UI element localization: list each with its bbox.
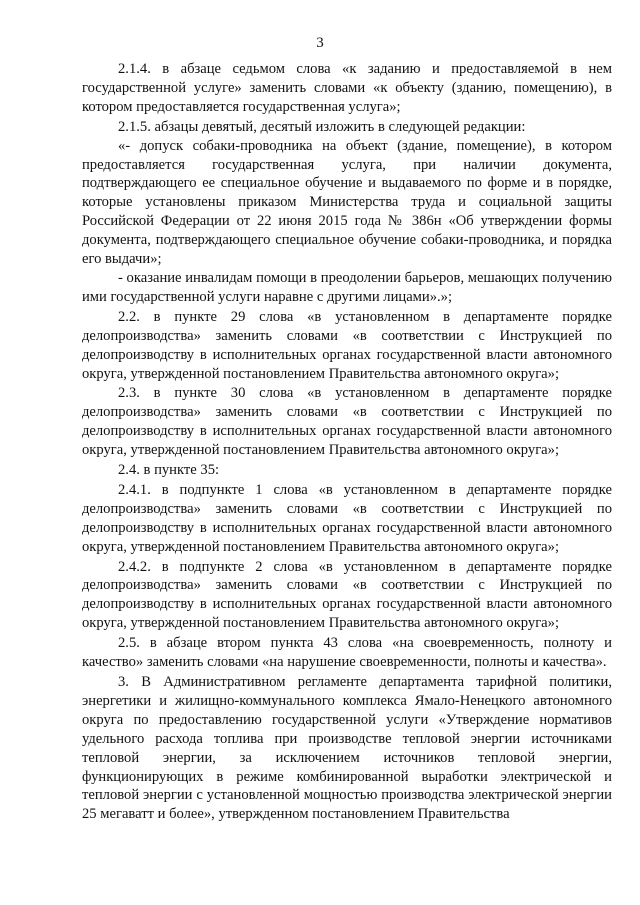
paragraph-2-4-1: 2.4.1. в подпункте 1 слова «в установленном в департаменте порядке делопроизводства» заменить словами «в соответствии с Инструкцией по делопроизводству в исполнительных органах государственной власти автономного округа, утвержденной постановлением Правительства автономного округа»;: [82, 481, 612, 555]
document-body: [82, 60, 612, 824]
paragraph-2-3: 2.3. в пункте 30 слова «в установленном в департаменте порядке делопроизводства» заменить словами «в соответствии с Инструкцией по делопроизводству в исполнительных органах государственной власти автономного округа, утвержденной постановлением Правительства автономного округа»;: [82, 385, 612, 459]
page-number: 3: [316, 35, 324, 51]
paragraph-guide-dog: «- допуск собаки-проводника на объект (здание, помещение), в котором предоставляется государственная услуга, при наличии документа, подтверждающего ее специальное обучение и выдаваемого по форме и в порядке, которые установлены приказом Министерства труда и социальной защиты Российской Федерации от 22 июня 2015 года № 386н «Об утверждении формы документа, подтверждающего специальное обучение собаки-проводника, и порядка его выдачи»;: [82, 137, 612, 268]
paragraph-assistance: - оказание инвалидам помощи в преодолении барьеров, мешающих получению ими государственной услуги наравне с другими лицами».»;: [82, 269, 612, 305]
paragraph-2-4-2: 2.4.2. в подпункте 2 слова «в установленном в департаменте порядке делопроизводства» заменить словами «в соответствии с Инструкцией по делопроизводству в исполнительных органах государственной власти автономного округа, утвержденной постановлением Правительства автономного округа»;: [82, 558, 612, 632]
paragraph-2-2: 2.2. в пункте 29 слова «в установленном в департаменте порядке делопроизводства» заменить словами «в соответствии с Инструкцией по делопроизводству в исполнительных органах государственной власти автономного округа, утвержденной постановлением Правительства автономного округа»;: [82, 308, 612, 382]
paragraph-2-4: 2.4. в пункте 35:: [118, 462, 220, 479]
paragraph-2-1-5: 2.1.5. абзацы девятый, десятый изложить в следующей редакции:: [118, 118, 526, 135]
paragraph-3: 3. В Административном регламенте департамента тарифной политики, энергетики и жилищно-коммунального комплекса Ямало-Ненецкого автономного округа по предоставлению государственной услуги «Утверждение нормативов удельного расхода топлива при производстве тепловой энергии источниками тепловой энергии, за исключением источников тепловой энергии, функционирующих в режиме комбинированной выработки электрической и тепловой энергии с установленной мощностью производства электрической энергии 25 мегаватт и более», утвержденном постановлением Правительства: [82, 674, 612, 823]
paragraph-2-5: 2.5. в абзаце втором пункта 43 слова «на своевременность, полноту и качество» заменить словами «на нарушение своевременности, полноты и качества».: [82, 635, 612, 671]
paragraph-2-1-4: 2.1.4. в абзаце седьмом слова «к заданию и предоставляемой в нем государственной услуге» заменить словами «к объекту (зданию, помещению), в котором предоставляется государственная услуга»;: [82, 61, 612, 115]
